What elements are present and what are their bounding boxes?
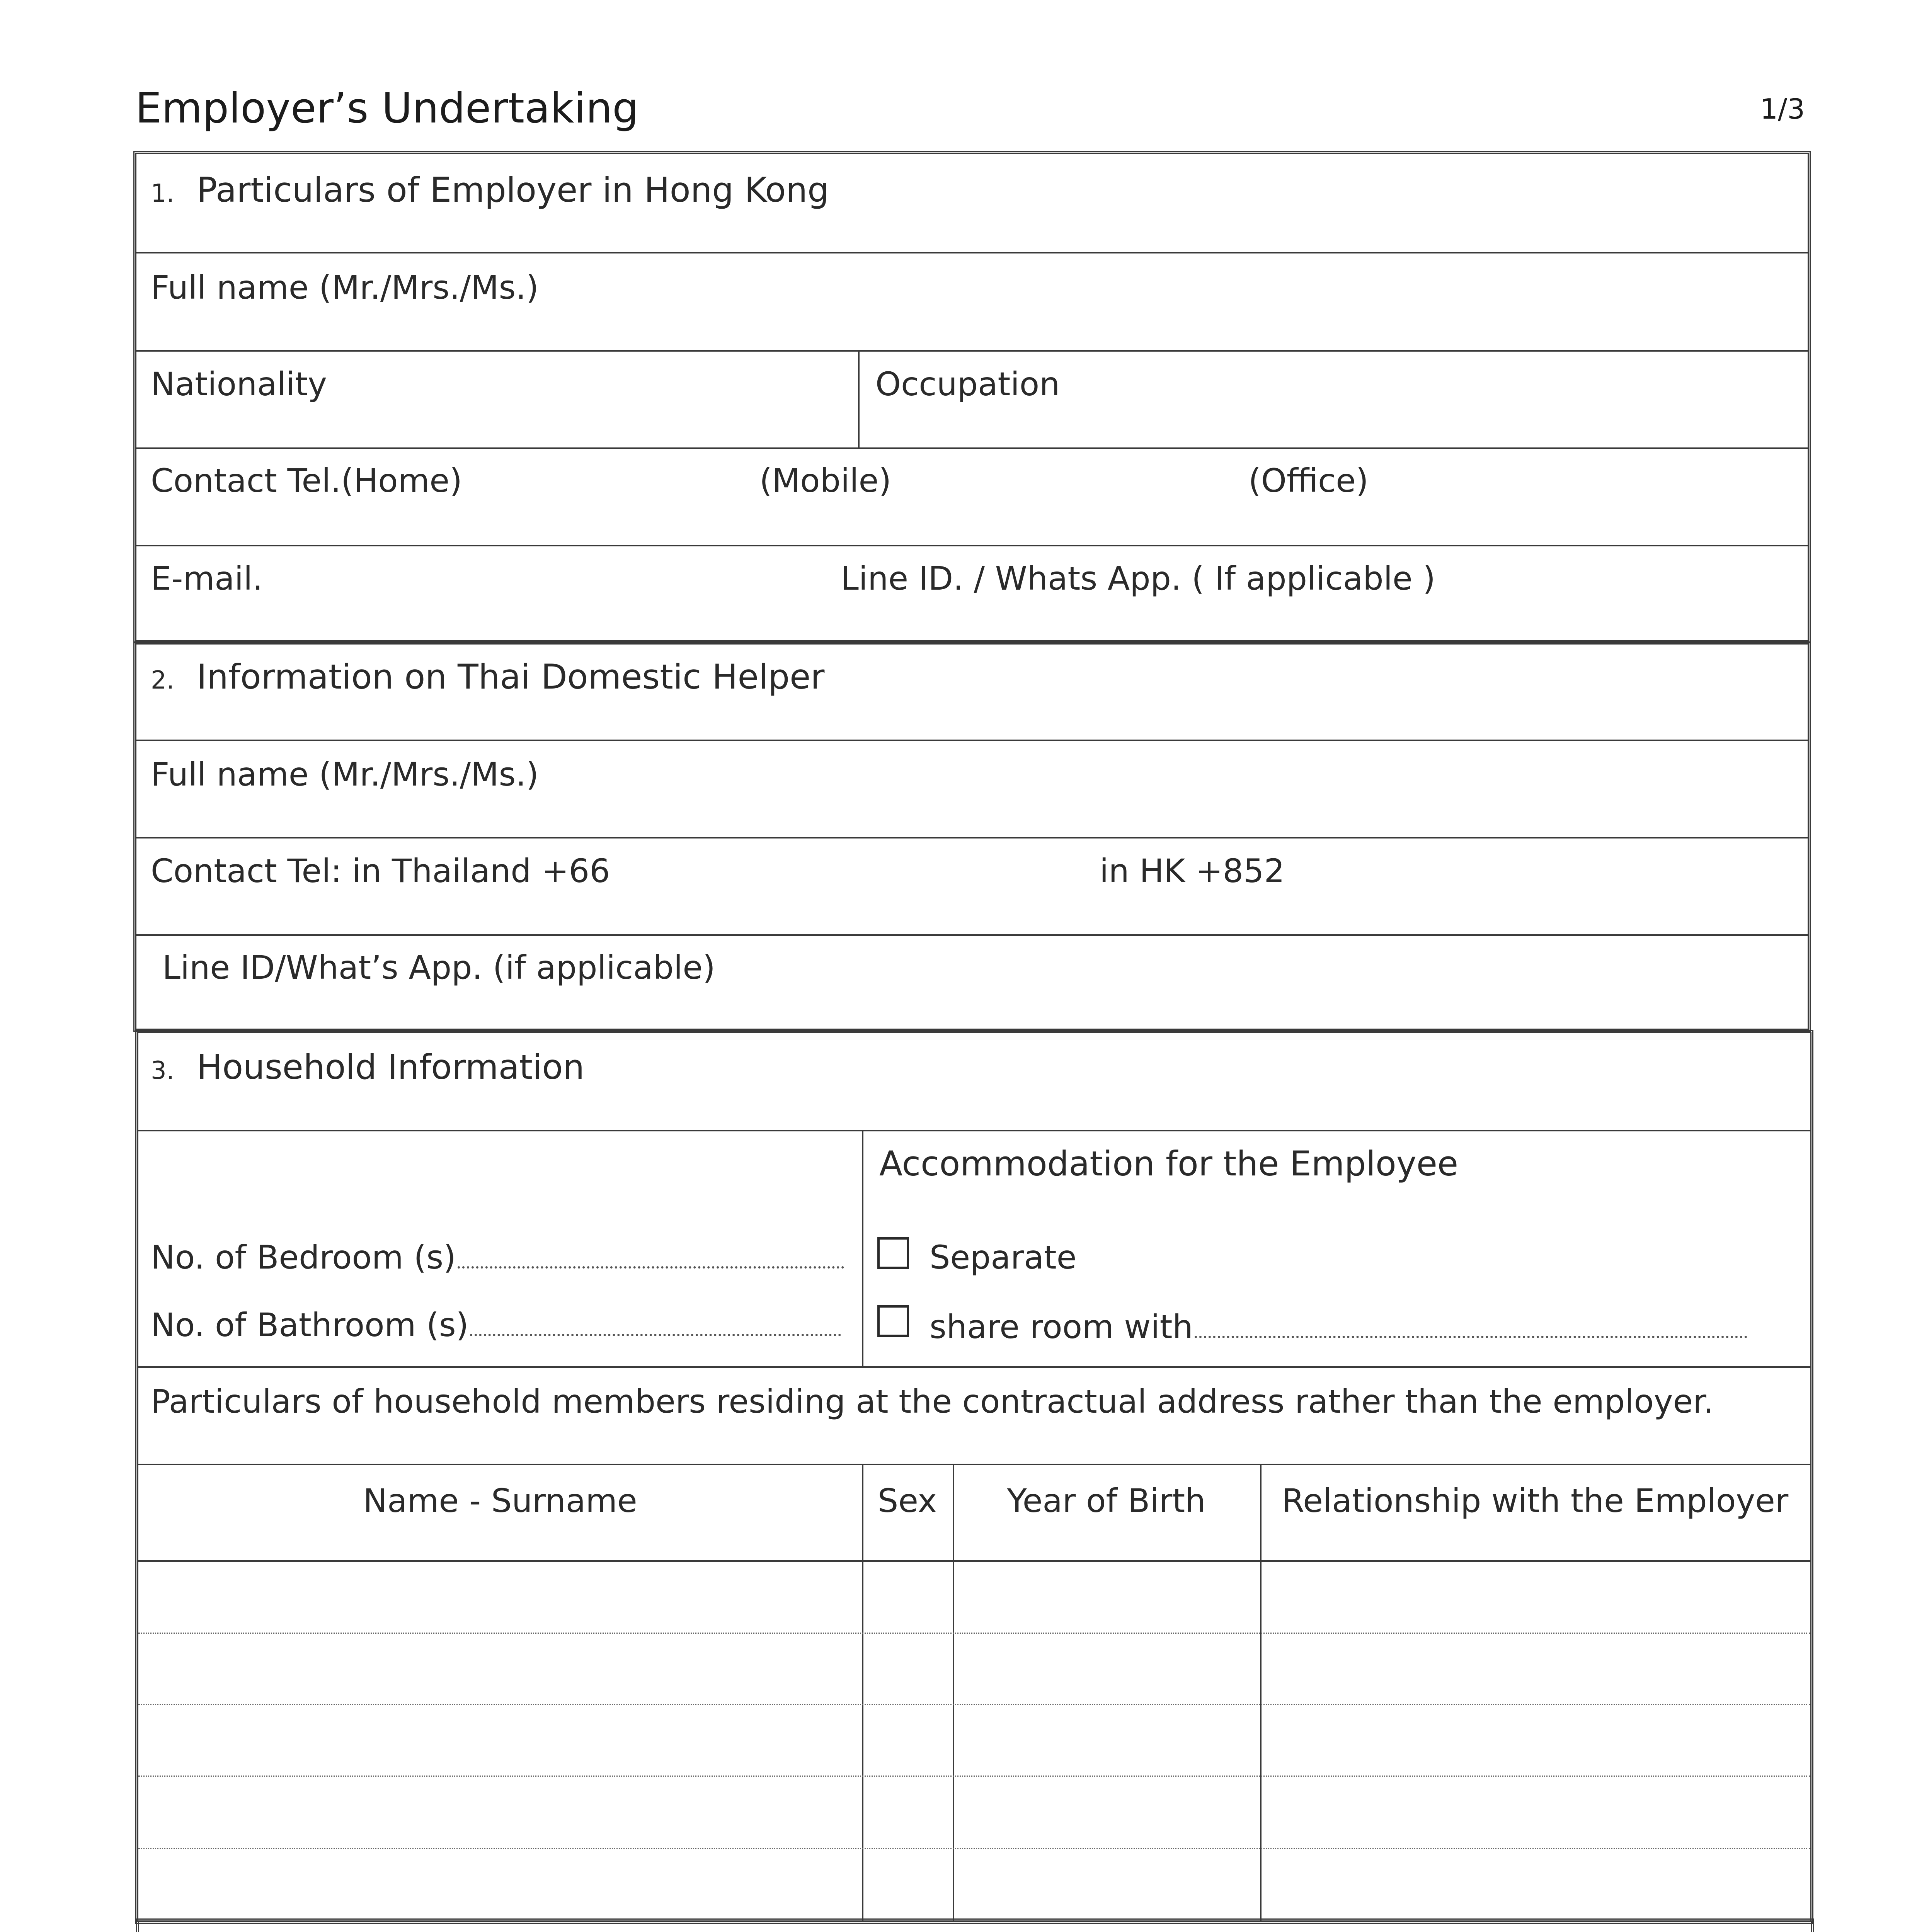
section1-heading bbox=[151, 170, 829, 210]
helper-full-name-label: Full name (Mr./Mrs./Ms.) bbox=[151, 755, 539, 793]
employer-tel-mobile-label: (Mobile) bbox=[759, 462, 892, 500]
share-room-checkbox[interactable] bbox=[877, 1305, 909, 1337]
bedrooms-label: No. of Bedroom (s) bbox=[151, 1238, 456, 1276]
section1-number: 1. bbox=[151, 179, 175, 208]
table-row-line bbox=[138, 1704, 1810, 1705]
bathrooms-blank[interactable] bbox=[470, 1334, 841, 1336]
employer-tel-home-label: Contact Tel.(Home) bbox=[151, 462, 462, 500]
section1-title: Particulars of Employer in Hong Kong bbox=[197, 170, 829, 210]
members-note: Particulars of household members residing at the contractual address rather than the employer. bbox=[151, 1383, 1714, 1420]
table-col-divider-3 bbox=[1260, 1465, 1262, 1921]
bedrooms-blank[interactable] bbox=[458, 1266, 844, 1269]
table-col-divider-2 bbox=[953, 1465, 954, 1921]
table-header-sex: Sex bbox=[877, 1482, 937, 1520]
separate-checkbox[interactable] bbox=[877, 1237, 909, 1269]
page-number: 1/3 bbox=[1760, 93, 1805, 125]
employer-tel-office-label: (Office) bbox=[1248, 462, 1369, 500]
share-room-field bbox=[930, 1308, 1747, 1346]
table-header-name: Name - Surname bbox=[363, 1482, 637, 1520]
document-title: Employer’s Undertaking bbox=[135, 84, 639, 133]
table-col-divider-1 bbox=[862, 1465, 863, 1921]
table-row-line bbox=[138, 1776, 1810, 1777]
table-row-line bbox=[138, 1848, 1810, 1849]
separate-label: Separate bbox=[930, 1238, 1077, 1276]
employer-email-label: E-mail. bbox=[151, 560, 263, 597]
employer-line-whatsapp-label: Line ID. / Whats App. ( If applicable ) bbox=[841, 560, 1436, 597]
employer-full-name-label: Full name (Mr./Mrs./Ms.) bbox=[151, 269, 539, 306]
table-header-relationship: Relationship with the Employer bbox=[1282, 1482, 1789, 1520]
section3-heading bbox=[151, 1047, 584, 1087]
share-room-blank[interactable] bbox=[1195, 1336, 1747, 1338]
accommodation-heading: Accommodation for the Employee bbox=[879, 1144, 1459, 1184]
employer-nationality-label: Nationality bbox=[151, 365, 327, 403]
nationality-divider bbox=[858, 352, 860, 449]
section2-title: Information on Thai Domestic Helper bbox=[197, 657, 825, 697]
bathrooms-field bbox=[151, 1306, 841, 1344]
employer-occupation-label: Occupation bbox=[875, 365, 1060, 403]
bathrooms-label: No. of Bathroom (s) bbox=[151, 1306, 469, 1344]
section3-number: 3. bbox=[151, 1056, 175, 1085]
helper-tel-thailand-label: Contact Tel: in Thailand +66 bbox=[151, 852, 610, 890]
helper-tel-hk-label: in HK +852 bbox=[1100, 852, 1285, 890]
helper-line-whatsapp-label: Line ID/What’s App. (if applicable) bbox=[162, 949, 715, 986]
table-header-year-of-birth: Year of Birth bbox=[1007, 1482, 1206, 1520]
share-room-label: share room with bbox=[930, 1308, 1193, 1346]
rooms-divider bbox=[862, 1131, 863, 1368]
section4-heading-row bbox=[139, 1922, 1811, 1932]
section2-heading bbox=[151, 657, 824, 697]
table-row-line bbox=[138, 1633, 1810, 1634]
section3-title: Household Information bbox=[197, 1047, 585, 1087]
section2-number: 2. bbox=[151, 666, 175, 695]
bedrooms-field bbox=[151, 1238, 844, 1276]
